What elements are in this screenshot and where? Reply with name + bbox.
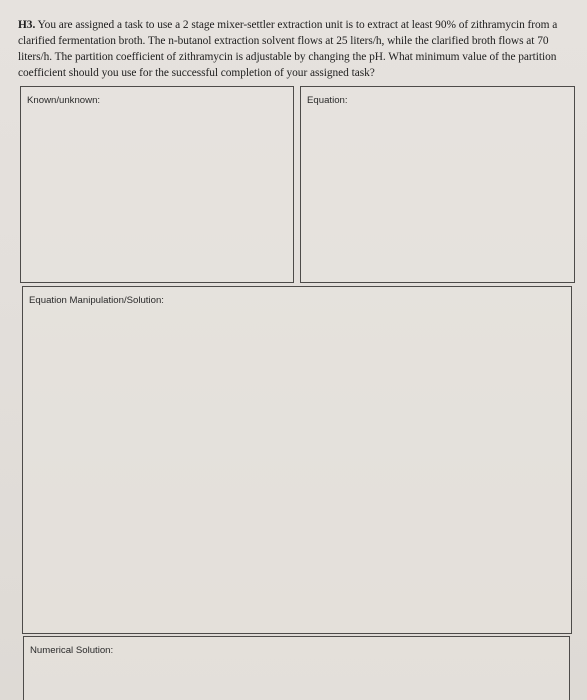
equation-box[interactable] — [300, 86, 575, 283]
equation-manipulation-box[interactable] — [22, 286, 572, 634]
question-text — [18, 17, 578, 81]
numerical-solution-label: Numerical Solution: — [30, 645, 114, 656]
equation-label: Equation: — [307, 95, 348, 106]
equation-manipulation-label: Equation Manipulation/Solution: — [29, 295, 164, 306]
question-body: You are assigned a task to use a 2 stage mixer-settler extraction unit is to extract at least 90% of zithramycin from a clarified fermentation broth. The n-butanol extraction solvent flows at 25 liters/h, while the clarified broth flows at 70 liters/h. The partition coefficient of zithramycin is adjustable by changing the pH. What minimum value of the partition coefficient should you use for the successful completion of your assigned task? — [18, 19, 558, 79]
numerical-solution-box[interactable] — [23, 636, 570, 700]
known-unknown-label: Known/unknown: — [27, 95, 101, 106]
question-number: H3. — [18, 19, 36, 31]
known-unknown-box[interactable] — [20, 86, 294, 283]
